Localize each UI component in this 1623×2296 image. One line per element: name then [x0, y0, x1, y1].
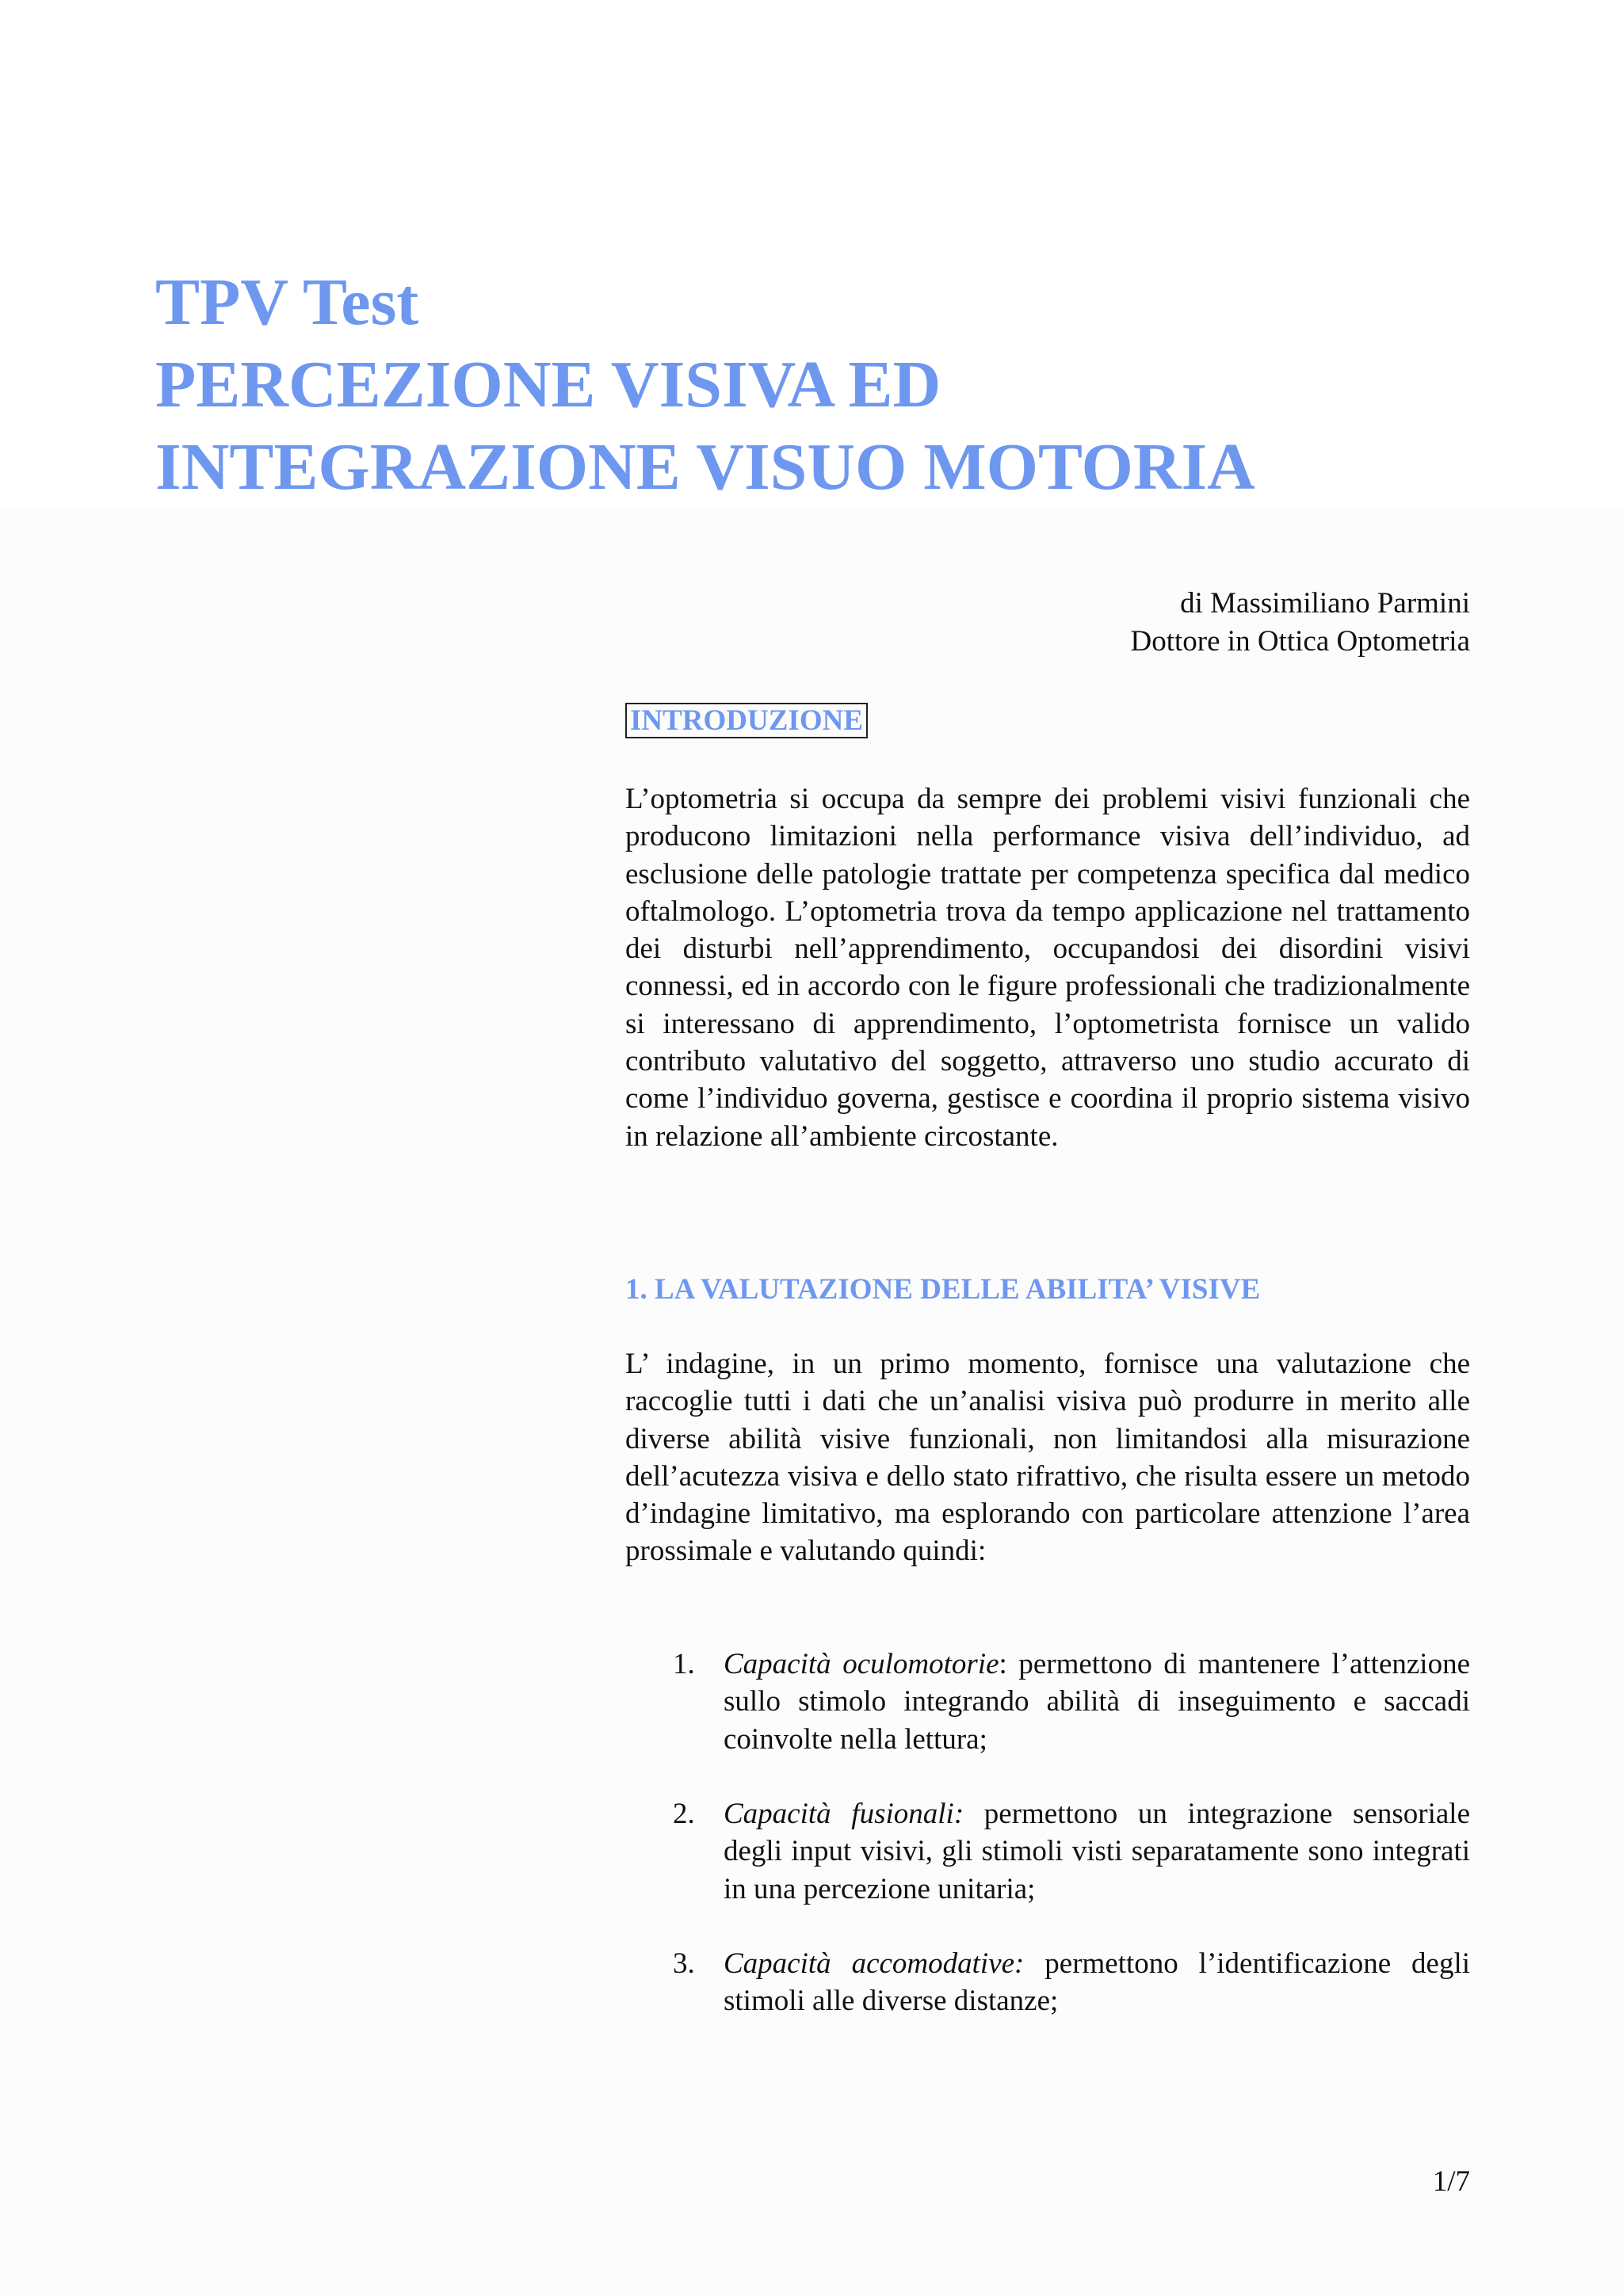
- list-item-text: : permettono di mantenere l’attenzione sullo stimolo integrando abilità di inseguimento e saccadi coinvolte nella lettura;: [724, 1648, 1471, 1756]
- introduction-paragraph: L’optometria si occupa da sempre dei problemi visivi funzionali che producono limitazioni nella performance visiva dell’individuo, ad esclusione delle patologie trattate per competenza specifica dal medico oftalmologo. L’optometria trova da tempo applicazione nel trattamento dei disturbi nell’apprendimento, occupandosi dei disordini visivi connessi, ed in accordo con le figure professionali che tradizionalmente si interessano di apprendimento, l’optometrista fornisce un valido contributo valutativo del soggetto, attraverso uno studio accurato di come l’individuo governa, gestisce e coordina il proprio sistema visivo in relazione all’ambiente circostante.: [625, 783, 1470, 1153]
- list-item-number: 1.: [673, 1648, 695, 1680]
- list-item-term: Capacità oculomotorie: [724, 1648, 999, 1680]
- abilities-list-2: [673, 1795, 1470, 1908]
- section-1-heading: 1. LA VALUTAZIONE DELLE ABILITA’ VISIVE: [625, 1273, 1261, 1306]
- list-item: [673, 1646, 1470, 1758]
- title-line-1: TPV Test: [155, 265, 419, 339]
- list-item-term: Capacità accomodative:: [724, 1947, 1025, 1980]
- title-line-3: INTEGRAZIONE VISUO MOTORIA: [155, 430, 1255, 504]
- author-block: [1131, 585, 1470, 661]
- title-line-2: PERCEZIONE VISIVA ED: [155, 348, 941, 421]
- list-item-number: 2.: [673, 1798, 695, 1830]
- list-item-term: Capacità fusionali:: [724, 1798, 964, 1830]
- section-1-paragraph: L’ indagine, in un primo momento, fornisce una valutazione che raccoglie tutti i dati che un’analisi visiva può produrre in merito alle diverse abilità visive funzionali, non limitandosi alla misurazione dell’acutezza visiva e dello stato rifrattivo, che risulta essere un metodo d’indagine limitativo, ma esplorando con particolare attenzione l’area prossimale e valutando quindi:: [625, 1348, 1470, 1568]
- author-qualification: Dottore in Ottica Optometria: [1130, 625, 1470, 658]
- list-item-number: 3.: [673, 1947, 695, 1980]
- abilities-list-3: [673, 1945, 1470, 2020]
- author-name: di Massimiliano Parmini: [1180, 587, 1470, 620]
- list-item-text: permettono un integrazione sensoriale degli input visivi, gli stimoli visti separatamente sono integrati in una percezione unitaria;: [724, 1798, 1470, 1905]
- document-title: [155, 261, 1550, 509]
- introduction-heading: INTRODUZIONE: [625, 702, 868, 740]
- list-item-text: permettono l’identificazione degli stimoli alle diverse distanze;: [724, 1947, 1470, 2018]
- list-item: [673, 1795, 1470, 1908]
- abilities-list: [673, 1646, 1470, 1758]
- page-number: 1/7: [1432, 2165, 1470, 2198]
- list-item: [673, 1945, 1470, 2020]
